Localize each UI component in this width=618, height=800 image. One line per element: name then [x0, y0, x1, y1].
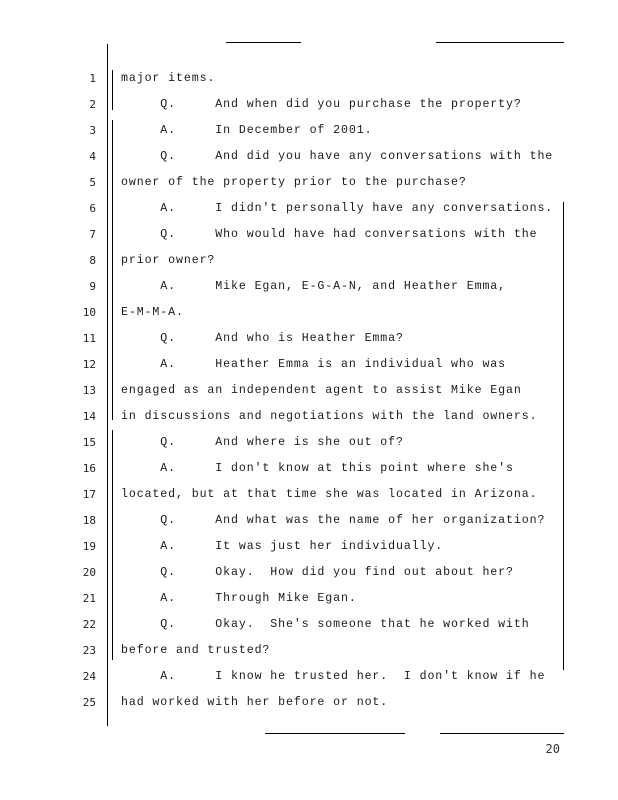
line-number: 20 — [82, 566, 96, 579]
bottom-rule-right — [440, 733, 564, 734]
line-number: 25 — [82, 696, 96, 709]
line-text: Q. And when did you purchase the property? — [121, 98, 522, 111]
transcript-line — [0, 564, 618, 590]
line-number: 2 — [89, 98, 96, 111]
line-number: 5 — [89, 176, 96, 189]
line-number: 24 — [82, 670, 96, 683]
line-text: A. It was just her individually. — [121, 540, 444, 553]
transcript-line — [0, 642, 618, 668]
line-number: 3 — [89, 124, 96, 137]
transcript-line — [0, 148, 618, 174]
line-text: owner of the property prior to the purchase? — [121, 176, 467, 189]
line-text: A. I don't know at this point where she's — [121, 462, 514, 475]
transcript-line — [0, 408, 618, 434]
transcript-line — [0, 382, 618, 408]
line-text: E-M-M-A. — [121, 306, 184, 319]
transcript-line — [0, 590, 618, 616]
line-number: 16 — [82, 462, 96, 475]
transcript-line — [0, 278, 618, 304]
top-rule-right — [436, 42, 564, 43]
transcript-line — [0, 616, 618, 642]
line-text: prior owner? — [121, 254, 216, 267]
line-text: Q. And did you have any conversations with the — [121, 150, 554, 163]
transcript-line — [0, 694, 618, 720]
line-text: Q. And what was the name of her organization? — [121, 514, 546, 527]
line-number: 14 — [82, 410, 96, 423]
line-number: 12 — [82, 358, 96, 371]
line-number: 13 — [82, 384, 96, 397]
line-number: 4 — [89, 150, 96, 163]
transcript-line — [0, 122, 618, 148]
transcript-line — [0, 200, 618, 226]
line-number: 1 — [89, 72, 96, 85]
line-text: in discussions and negotiations with the land owners. — [121, 410, 538, 423]
line-text: A. Through Mike Egan. — [121, 592, 357, 605]
transcript-line — [0, 668, 618, 694]
line-number: 11 — [82, 332, 96, 345]
line-number: 15 — [82, 436, 96, 449]
line-number: 8 — [89, 254, 96, 267]
transcript-line — [0, 538, 618, 564]
line-number: 10 — [82, 306, 96, 319]
line-number: 23 — [82, 644, 96, 657]
line-text: A. In December of 2001. — [121, 124, 373, 137]
transcript-line — [0, 96, 618, 122]
line-number: 21 — [82, 592, 96, 605]
line-text: before and trusted? — [121, 644, 271, 657]
line-number: 7 — [89, 228, 96, 241]
transcript-line — [0, 70, 618, 96]
line-text: had worked with her before or not. — [121, 696, 389, 709]
line-text: Q. Okay. How did you find out about her? — [121, 566, 514, 579]
line-text: engaged as an independent agent to assist Mike Egan — [121, 384, 522, 397]
page-number: 20 — [545, 742, 560, 756]
line-number: 19 — [82, 540, 96, 553]
line-text: Q. And who is Heather Emma? — [121, 332, 404, 345]
transcript-line — [0, 174, 618, 200]
transcript-line — [0, 252, 618, 278]
transcript-line — [0, 226, 618, 252]
transcript-line — [0, 330, 618, 356]
line-text: A. I didn't personally have any conversations. — [121, 202, 554, 215]
transcript-line — [0, 304, 618, 330]
line-number: 17 — [82, 488, 96, 501]
transcript-line — [0, 356, 618, 382]
line-text: major items. — [121, 72, 216, 85]
transcript-line — [0, 460, 618, 486]
line-number: 9 — [89, 280, 96, 293]
line-text: Q. And where is she out of? — [121, 436, 404, 449]
top-rule-left — [226, 42, 301, 43]
line-text: A. Mike Egan, E-G-A-N, and Heather Emma, — [121, 280, 507, 293]
line-text: Q. Okay. She's someone that he worked with — [121, 618, 530, 631]
transcript-line — [0, 434, 618, 460]
bottom-rule-left — [265, 733, 405, 734]
line-text: located, but at that time she was located in Arizona. — [121, 488, 538, 501]
line-text: A. I know he trusted her. I don't know if he — [121, 670, 546, 683]
transcript-line — [0, 486, 618, 512]
line-text: A. Heather Emma is an individual who was — [121, 358, 507, 371]
line-number: 22 — [82, 618, 96, 631]
line-number: 18 — [82, 514, 96, 527]
transcript-line — [0, 512, 618, 538]
line-number: 6 — [89, 202, 96, 215]
line-text: Q. Who would have had conversations with the — [121, 228, 538, 241]
